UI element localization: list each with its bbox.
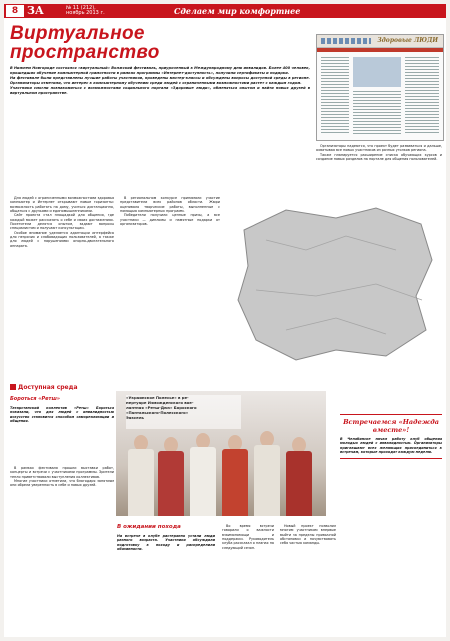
region-map-illustration (226, 200, 442, 366)
website-column (353, 91, 401, 135)
website-image (353, 57, 401, 87)
website-column (405, 57, 439, 135)
callout-box (340, 414, 442, 459)
bottom-text-2: Во время встречи говорили о важности взаимопомощи и поддержки. Руководитель клуба рассказал о планах на следующий сезон. (222, 524, 274, 550)
page-number: 8 (6, 5, 24, 17)
group-photo (116, 391, 326, 516)
text-column-2: В региональном конкурсе принимали участие представители всех районов области. Жюри оценивало творческие работы, выполненные с помощью компьютерных программ. Победители получили ценные призы, а все участники — дипломы и памятные подарки от организаторов. (120, 196, 220, 227)
callout-title: Встречаемся «Надежда вместе»! (343, 418, 439, 434)
website-menu-icons (321, 38, 371, 44)
article-lead: В Нижнем Новгороде состоялся «виртуальный» Волжский фестиваль, приуроченный к Международному дню инвалидов. Более 400 человек, прошедших обучение компьютерной грамотности в рамках программы «Интернет-доступность», получили сертификаты и подарки. На фестивале были представлены лучшие работы участников, проведены мастер-классы и обсуждены вопросы доступной среды в регионе. Организаторы отметили, что интерес к компьютерному обучению среди людей с ограниченными возможностями растет с каждым годом. Участники смогли познакомиться с возможностями социального портала «Здоровые люди», обменяться опытом и найти новых друзей в виртуальном пространстве. (10, 66, 310, 95)
article-title: Виртуальное пространство (10, 23, 160, 63)
person (128, 449, 154, 516)
callout-body: В Челябинске начал работу клуб общения молодых людей с инвалидностью. Организаторы приглашают всех желающих присоединиться к встречам, которые проходят каждую неделю. (340, 437, 442, 455)
website-banner (317, 35, 443, 48)
page-header (4, 4, 446, 18)
bottom-text-1: На встрече в клубе растерянно устали люди разного возраста. Участники обсуждали подготовку к походу и распределили обязанности. (117, 534, 215, 552)
section-rubric: Сделаем мир комфортнее (174, 6, 301, 16)
website-screenshot (316, 34, 444, 141)
website-column (321, 57, 349, 135)
person (158, 451, 184, 516)
section-marker-icon (10, 384, 16, 390)
section-body: В рамках фестиваля прошли выставки работ, концерты и встречи с участниками программы. Зрители тепло приветствовали выступления коллективов. Многие участники отметили, что благодаря занятиям они обрели уверенность в себе и новых друзей. (10, 466, 114, 488)
newspaper-page (4, 4, 446, 637)
bottom-text-3: Новый проект позволил многим участникам впервые выйти за пределы привычной обстановки и почувствовать себя частью команды. (280, 524, 336, 546)
person (222, 449, 248, 516)
text-column-1: Для людей с ограниченными возможностями здоровья компьютер и Интернет открывают новые горизонты: возможность работать на дому, учиться дистанционно, общаться с друзьями и единомышленниками. Сайт проекта стал площадкой для общения, где каждый может рассказать о себе и своих достижениях. Посетители делятся опытом, задают вопросы специалистам и получают консультации. Особое внимание уделяется адаптации интерфейса для незрячих и слабовидящих пользователей, а также для людей с нарушениями опорно-двигательного аппарата. (10, 196, 114, 248)
section-intro: Татарстанский коллектив «Ретш» Бороться показали, что для людей с инвалидностью искусство становится способом самореализации и общения. (10, 406, 114, 424)
newspaper-logo: ЗА (27, 4, 44, 17)
person (286, 451, 312, 516)
website-nav-bar (317, 48, 443, 52)
section-heading: Доступная среда (10, 384, 116, 392)
person (190, 447, 216, 516)
bottom-caption: В ожидании похода (117, 524, 181, 530)
text-column-3: Организаторы надеются, что проект будет развиваться и дальше, охватывая все новых участников из разных уголков региона. Также планируется расширение списка обучающих курсов и создание новых разделов на портале для общения пользователей. (316, 144, 442, 162)
issue-info: № 11 (212), ноябрь 2013 г. (66, 5, 105, 16)
region-shape (238, 208, 432, 360)
person (254, 445, 280, 516)
section-subheading: Бороться «Ретш» (10, 396, 60, 402)
photo-caption: «Украинское Полесье» в ре- пертуаре Изможденского вое- лантная «Ретш-Дюз» Бороского «Пантальского-Полесского» Эаксель (126, 395, 241, 429)
website-name: Здоровые ЛЮДИ (377, 37, 438, 44)
